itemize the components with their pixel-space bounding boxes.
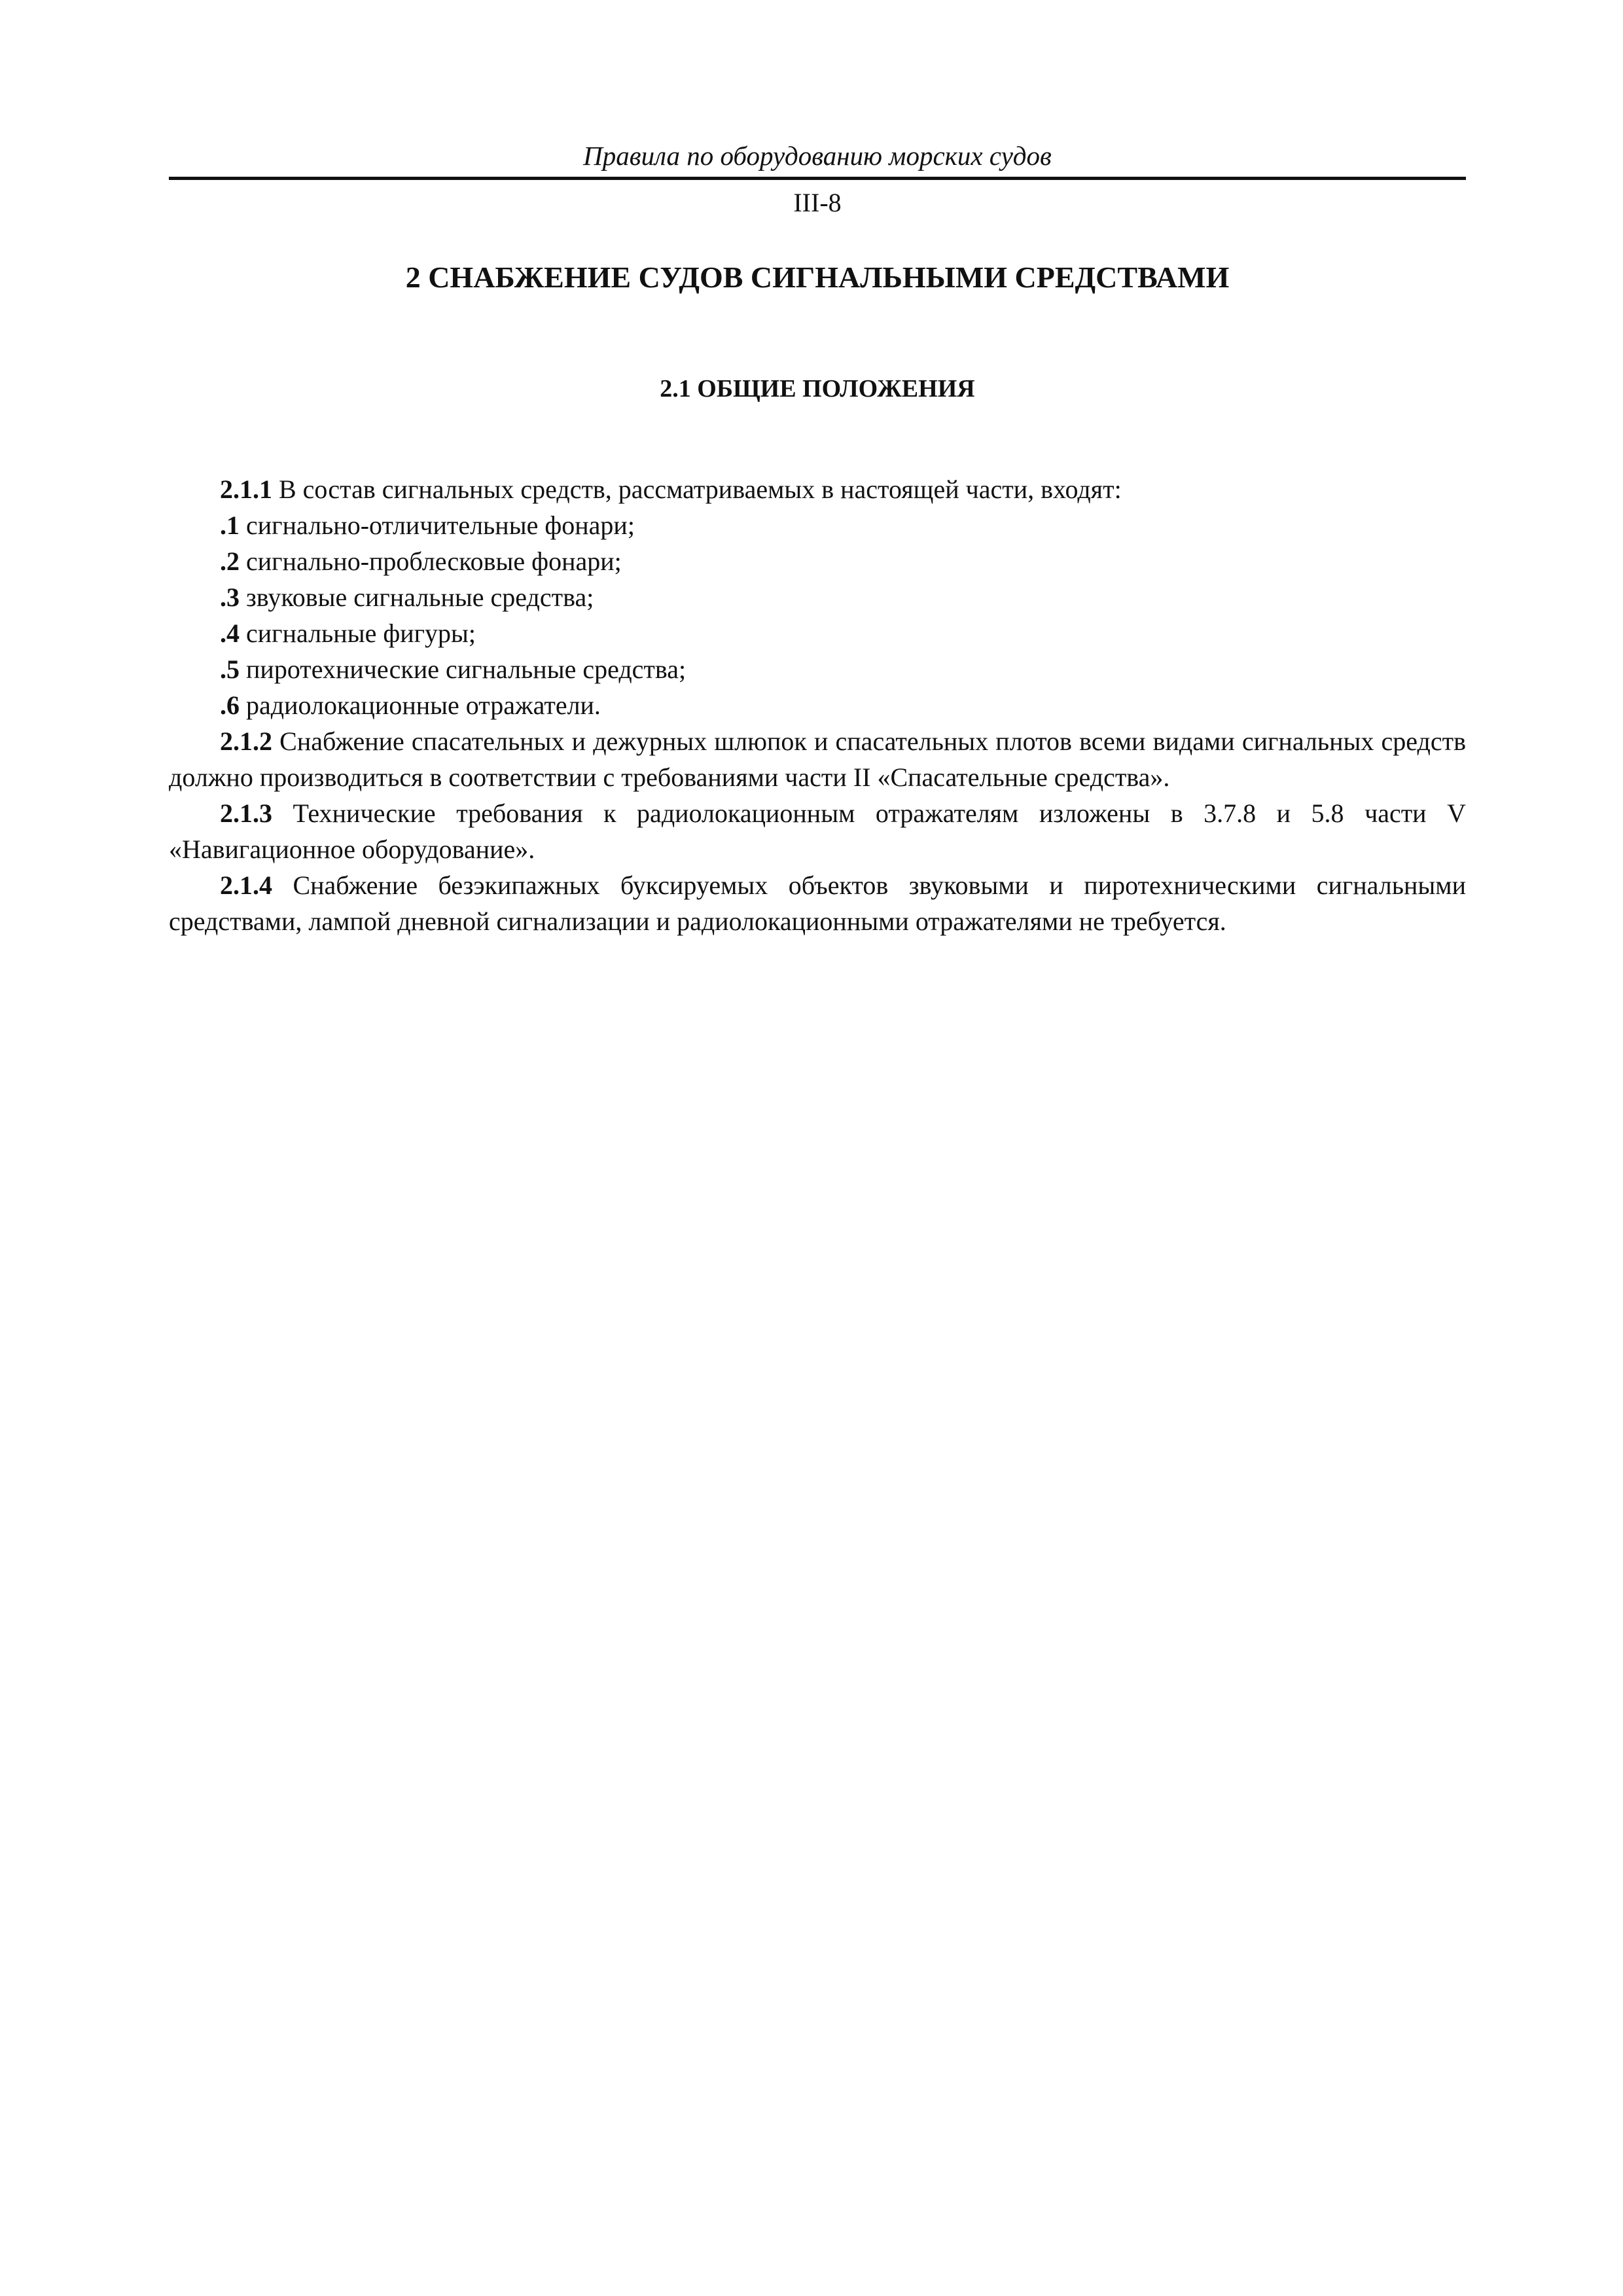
clause-2-1-4 bbox=[169, 867, 1466, 939]
clause-number: 2.1.4 bbox=[220, 870, 272, 900]
page-number: III-8 bbox=[793, 188, 842, 217]
list-item bbox=[169, 507, 1466, 543]
list-item-text: пиротехнические сигнальные средства; bbox=[240, 655, 687, 684]
list-item-number: .5 bbox=[220, 655, 240, 684]
clause-number: 2.1.3 bbox=[220, 798, 272, 828]
list-item bbox=[169, 687, 1466, 723]
header-rule bbox=[169, 177, 1466, 180]
clause-number: 2.1.2 bbox=[220, 726, 272, 756]
clause-text: В состав сигнальных средств, рассматриваемых в настоящей части, входят: bbox=[272, 475, 1122, 504]
list-item bbox=[169, 651, 1466, 687]
list-item-text: сигнально-проблесковые фонари; bbox=[240, 547, 622, 576]
clause-2-1-1 bbox=[169, 471, 1466, 507]
list-item-text: сигнальные фигуры; bbox=[240, 619, 476, 648]
list-item-text: звуковые сигнальные средства; bbox=[240, 583, 594, 612]
subsection-title: 2.1 ОБЩИЕ ПОЛОЖЕНИЯ bbox=[660, 375, 975, 403]
list-item-text: сигнально-отличительные фонари; bbox=[240, 511, 635, 540]
list-item-text: радиолокационные отражатели. bbox=[240, 691, 601, 720]
clause-text: Технические требования к радиолокационным отражателям изложены в 3.7.8 и 5.8 части V «Навигационное оборудование». bbox=[169, 798, 1466, 864]
body-text bbox=[169, 471, 1466, 939]
list-item-number: .4 bbox=[220, 619, 240, 648]
clause-number: 2.1.1 bbox=[220, 475, 272, 504]
clause-2-1-3 bbox=[169, 795, 1466, 867]
clause-text: Снабжение безэкипажных буксируемых объектов звуковыми и пиротехническими сигнальными средствами, лампой дневной сигнализации и радиолокационными отражателями не требуется. bbox=[169, 870, 1466, 936]
clause-text: Снабжение спасательных и дежурных шлюпок и спасательных плотов всеми видами сигнальных средств должно производиться в соответствии с требованиями части II «Спасательные средства». bbox=[169, 726, 1466, 792]
list-item-number: .3 bbox=[220, 583, 240, 612]
list-item bbox=[169, 615, 1466, 651]
list-item-number: .2 bbox=[220, 547, 240, 576]
list-item-number: .1 bbox=[220, 511, 240, 540]
list-item-number: .6 bbox=[220, 691, 240, 720]
list-item bbox=[169, 579, 1466, 615]
clause-2-1-2 bbox=[169, 723, 1466, 795]
section-title: 2 СНАБЖЕНИЕ СУДОВ СИГНАЛЬНЫМИ СРЕДСТВАМИ bbox=[405, 260, 1230, 294]
running-header: Правила по оборудованию морских судов bbox=[583, 141, 1052, 171]
list-item bbox=[169, 543, 1466, 579]
